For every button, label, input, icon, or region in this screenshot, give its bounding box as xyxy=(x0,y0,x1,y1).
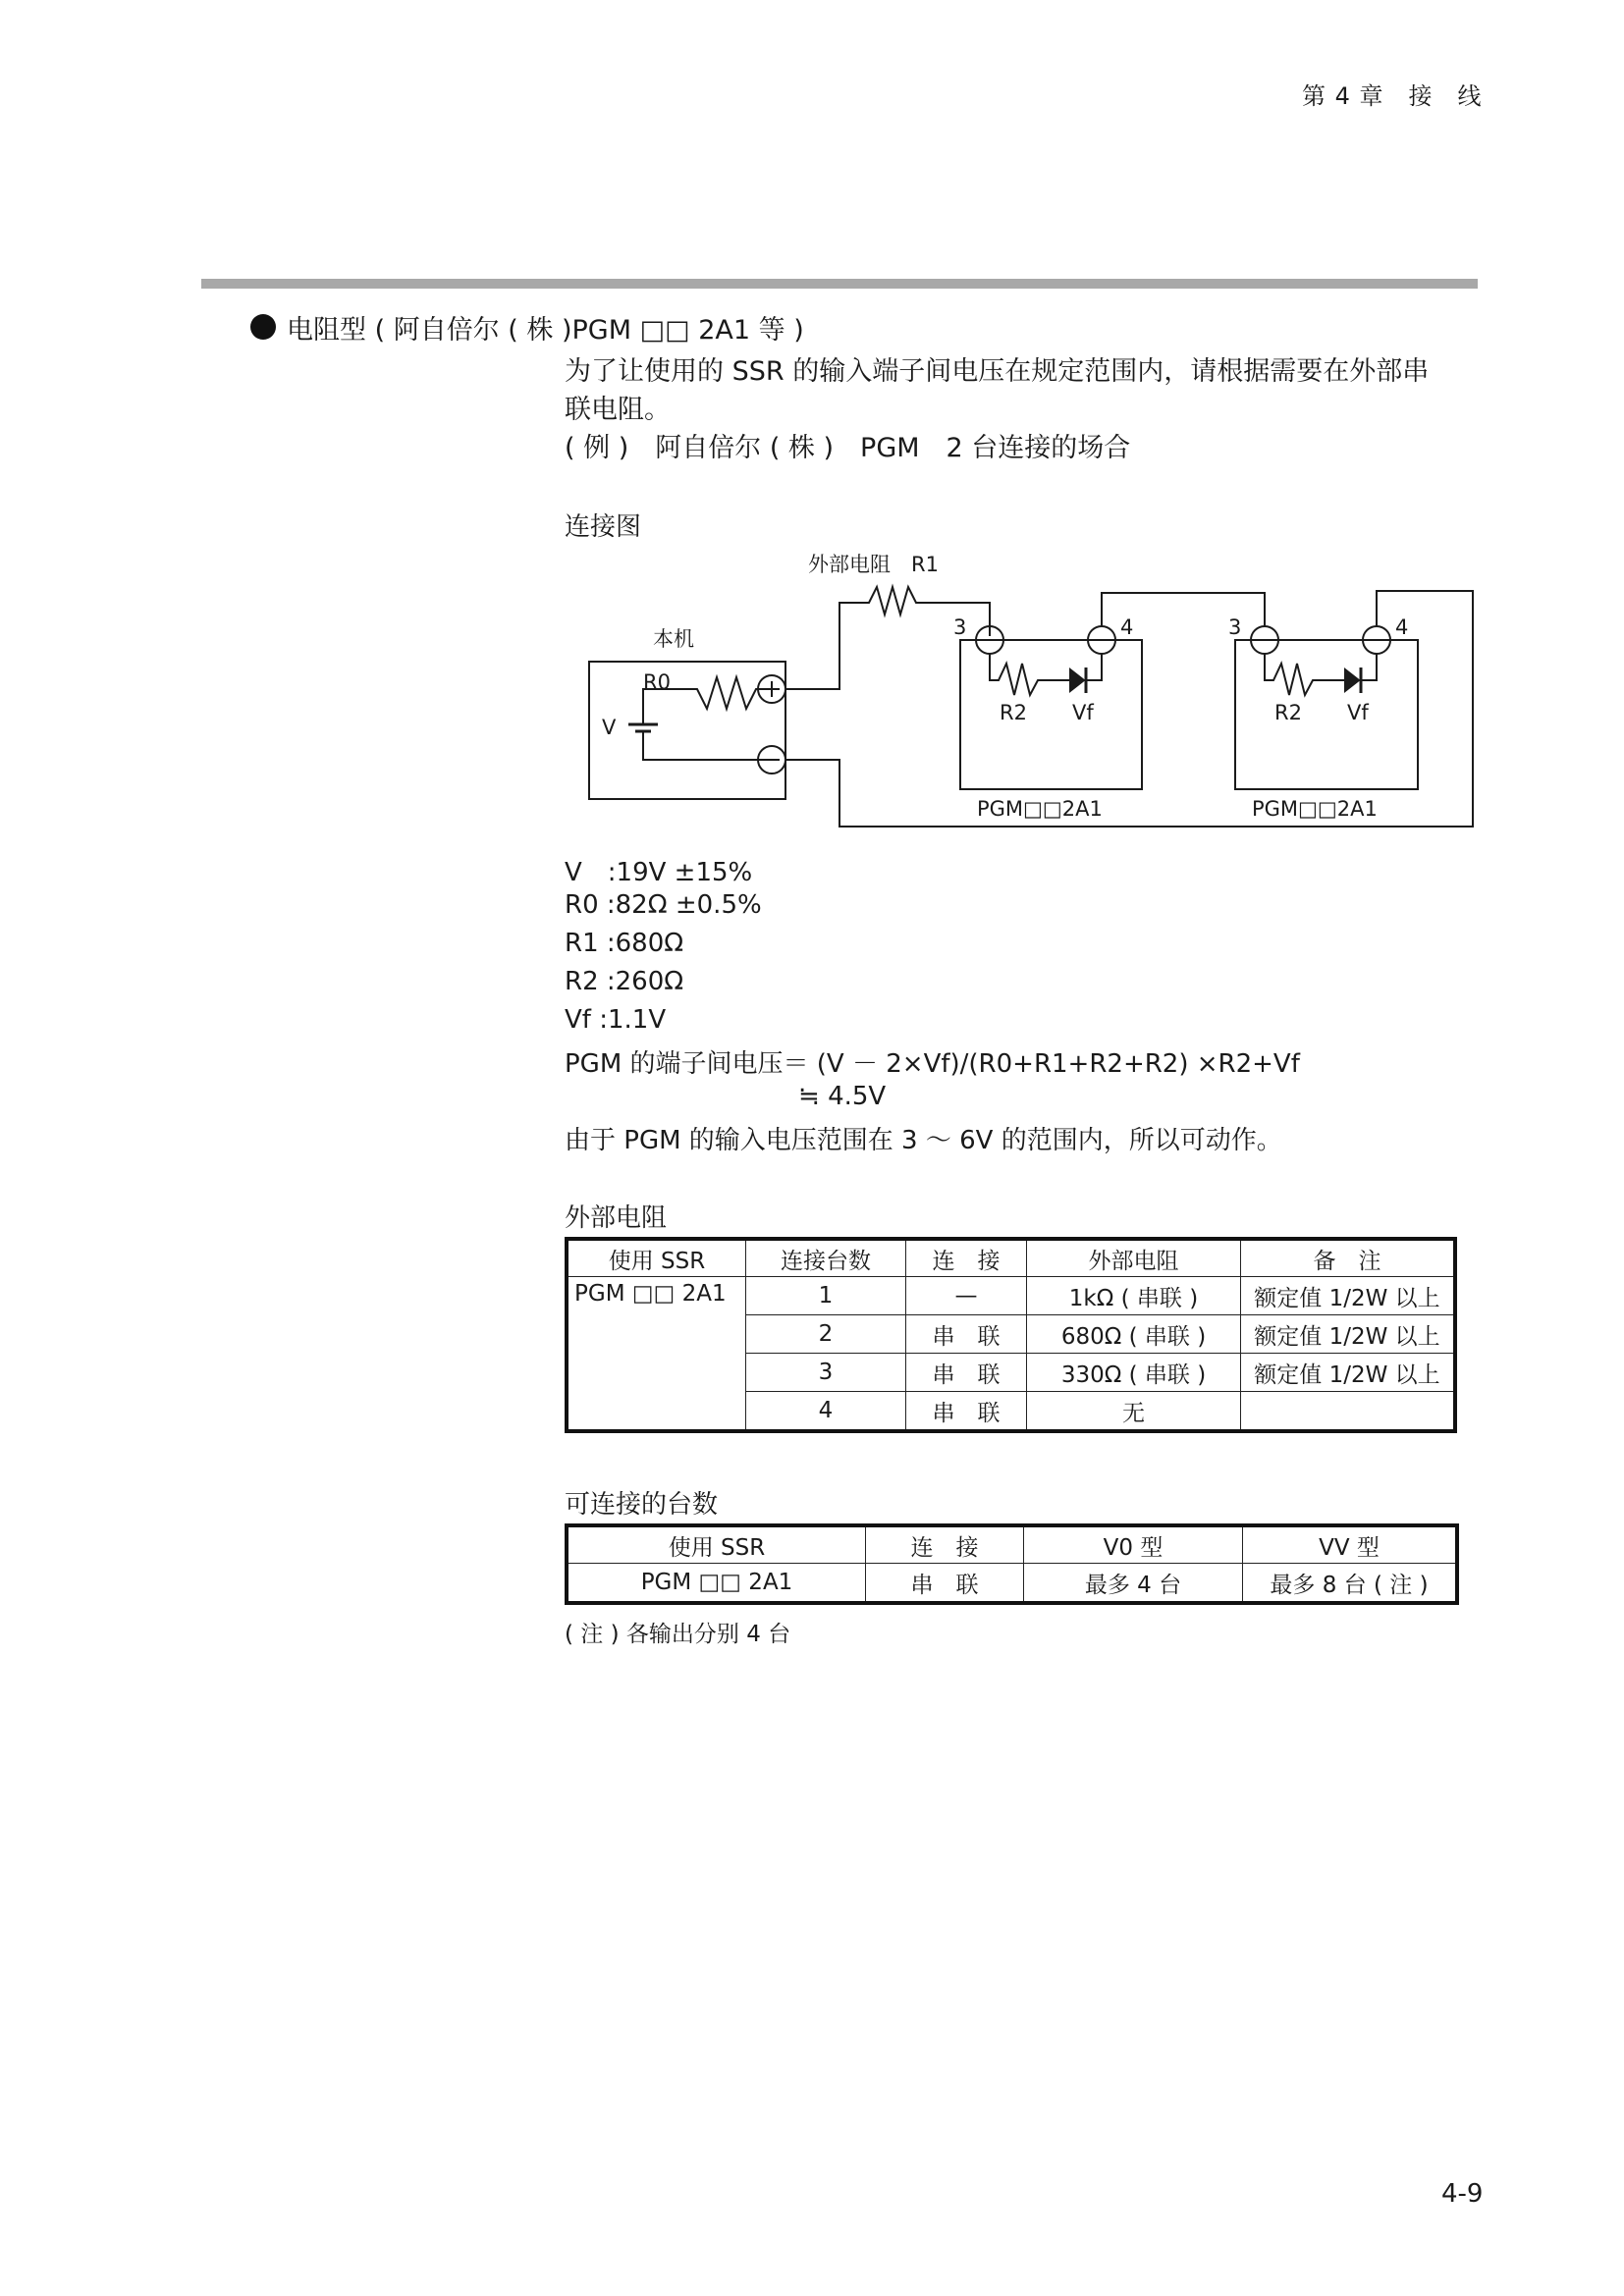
col-ssr: 使用 SSR xyxy=(567,1239,746,1277)
table-cell: 串 联 xyxy=(906,1392,1027,1432)
col-connection: 连 接 xyxy=(906,1239,1027,1277)
param-r0: R0 :82Ω ±0.5% xyxy=(565,890,762,920)
table-cell: PGM □□ 2A1 xyxy=(567,1564,866,1604)
connection-diagram xyxy=(574,542,1488,836)
description-line-1: 为了让使用的 SSR 的输入端子间电压在规定范围内，请根据需要在外部串 xyxy=(565,356,1430,387)
resistor-table-title: 外部电阻 xyxy=(565,1203,668,1233)
chapter-header: 第 4 章 接 线 xyxy=(1302,82,1483,110)
formula-result: ≒ 4.5V xyxy=(798,1082,887,1111)
table-cell: 串 联 xyxy=(906,1315,1027,1354)
table-cell: 无 xyxy=(1027,1392,1241,1432)
example-line: ( 例 ) 阿自倍尔 ( 株 ) PGM 2 台连接的场合 xyxy=(565,433,1131,463)
unit-label: 本机 xyxy=(653,627,694,651)
ssr-model-cell: PGM □□ 2A1 xyxy=(567,1277,746,1432)
table-cell xyxy=(1241,1392,1456,1432)
table-row xyxy=(567,1564,1457,1604)
ssr2-r2-label: R2 xyxy=(1274,701,1302,724)
table-cell: 额定值 1/2W 以上 xyxy=(1241,1315,1456,1354)
ssr2-t3-label: 3 xyxy=(1228,615,1242,639)
table-cell: 4 xyxy=(746,1392,906,1432)
ssr1-vf-label: Vf xyxy=(1072,701,1094,724)
table-cell: 串 联 xyxy=(866,1564,1024,1604)
param-vf: Vf :1.1V xyxy=(565,1005,667,1035)
diagram-title: 连接图 xyxy=(565,512,642,542)
table-cell: 串 联 xyxy=(906,1354,1027,1392)
table-header-row xyxy=(567,1239,1455,1277)
ssr2-t4-label: 4 xyxy=(1395,615,1409,639)
ssr1-name: PGM□□2A1 xyxy=(977,797,1103,821)
col-remarks: 备 注 xyxy=(1241,1239,1456,1277)
unit-box xyxy=(589,662,785,799)
formula-line: PGM 的端子间电压＝ (V － 2×Vf)/(R0+R1+R2+R2) ×R2+Vf xyxy=(565,1049,1300,1079)
param-v: V :19V ±15% xyxy=(565,858,753,887)
resistor-table xyxy=(565,1237,1457,1433)
section-rule xyxy=(201,279,1478,289)
r0-label: R0 xyxy=(643,670,671,694)
table-note: ( 注 ) 各输出分别 4 台 xyxy=(565,1622,791,1647)
table-cell: 1kΩ ( 串联 ) xyxy=(1027,1277,1241,1315)
count-table xyxy=(565,1523,1459,1605)
description-line-2: 联电阻。 xyxy=(565,395,671,425)
table-cell: — xyxy=(906,1277,1027,1315)
ssr1-t3-label: 3 xyxy=(953,615,967,639)
bullet-icon xyxy=(250,314,276,340)
ssr1-box xyxy=(960,640,1142,789)
col-connection: 连 接 xyxy=(866,1525,1024,1564)
table-cell: 1 xyxy=(746,1277,906,1315)
page-number: 4-9 xyxy=(1441,2179,1484,2209)
table-header-row xyxy=(567,1525,1457,1564)
table-cell: 330Ω ( 串联 ) xyxy=(1027,1354,1241,1392)
count-table-title: 可连接的台数 xyxy=(565,1490,719,1520)
v-label: V xyxy=(602,716,617,739)
ssr1-t4-label: 4 xyxy=(1120,615,1134,639)
table-cell: 最多 4 台 xyxy=(1024,1564,1243,1604)
col-resistor: 外部电阻 xyxy=(1027,1239,1241,1277)
section-heading: 电阻型 ( 阿自倍尔 ( 株 )PGM □□ 2A1 等 ) xyxy=(287,315,804,346)
table-cell: 最多 8 台 ( 注 ) xyxy=(1243,1564,1458,1604)
table-cell: 额定值 1/2W 以上 xyxy=(1241,1354,1456,1392)
ssr2-name: PGM□□2A1 xyxy=(1252,797,1378,821)
col-vv: VV 型 xyxy=(1243,1525,1458,1564)
col-ssr: 使用 SSR xyxy=(567,1525,866,1564)
table-cell: 额定值 1/2W 以上 xyxy=(1241,1277,1456,1315)
ssr2-box xyxy=(1235,640,1418,789)
table-row xyxy=(567,1277,1455,1315)
param-r1: R1 :680Ω xyxy=(565,929,684,958)
ssr1-r2-label: R2 xyxy=(1000,701,1027,724)
table-cell: 680Ω ( 串联 ) xyxy=(1027,1315,1241,1354)
conclusion-line: 由于 PGM 的输入电压范围在 3 ～ 6V 的范围内，所以可动作。 xyxy=(565,1126,1282,1155)
param-r2: R2 :260Ω xyxy=(565,967,684,996)
table-cell: 2 xyxy=(746,1315,906,1354)
table-cell: 3 xyxy=(746,1354,906,1392)
col-count: 连接台数 xyxy=(746,1239,906,1277)
col-v0: V0 型 xyxy=(1024,1525,1243,1564)
ssr2-vf-label: Vf xyxy=(1347,701,1369,724)
r1-label: 外部电阻 R1 xyxy=(808,553,939,576)
